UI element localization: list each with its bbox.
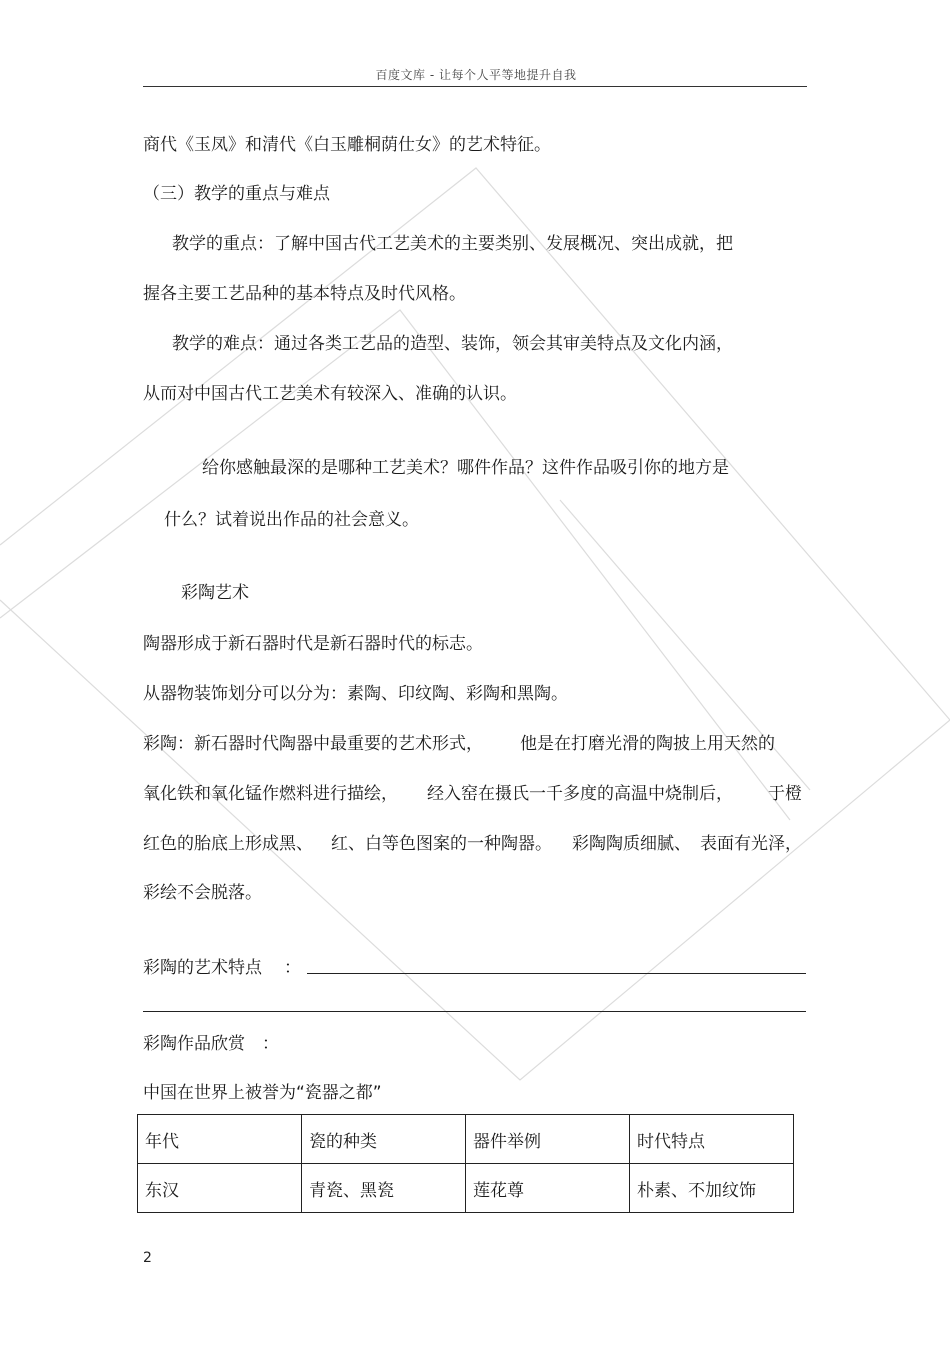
table-header-row — [138, 1115, 794, 1164]
porcelain-capital-line: 中国在世界上被誉为“瓷器之都” — [143, 1083, 382, 1103]
difficulty-line-1: 教学的难点：通过各类工艺品的造型、装饰，领会其审美特点及文化内涵， — [172, 334, 733, 354]
pottery-desc-line-3d: 表面有光泽， — [700, 834, 802, 854]
pottery-desc-line-1b: 他是在打磨光滑的陶披上用天然的 — [520, 734, 775, 754]
pottery-desc-line-2a: 氧化铁和氧化锰作燃料进行描绘， — [143, 784, 398, 804]
pottery-desc-line-2b: 经入窑在摄氏一千多度的高温中烧制后， — [427, 784, 733, 804]
art-features-answer-line-2[interactable] — [143, 1011, 806, 1012]
section-heading: （三）教学的重点与难点 — [143, 184, 330, 204]
pottery-desc-line-3a: 红色的胎底上形成黑、 — [143, 834, 313, 854]
appreciation-colon: ： — [262, 1034, 279, 1054]
table-cell: 东汉 — [138, 1164, 302, 1213]
table-header-cell: 器件举例 — [466, 1115, 630, 1164]
difficulty-line-2: 从而对中国古代工艺美术有较深入、准确的认识。 — [143, 384, 517, 404]
question-line-1: 给你感触最深的是哪种工艺美术？哪件作品？这件作品吸引你的地方是 — [202, 458, 729, 478]
table-header-cell: 瓷的种类 — [302, 1115, 466, 1164]
page-header: 百度文库 - 让每个人平等地提升自我 — [375, 68, 577, 82]
page-number: 2 — [143, 1250, 152, 1266]
pottery-desc-line-3c: 彩陶陶质细腻、 — [572, 834, 691, 854]
table-cell: 莲花尊 — [466, 1164, 630, 1213]
pottery-desc-line-1a: 彩陶：新石器时代陶器中最重要的艺术形式， — [143, 734, 483, 754]
table-cell: 青瓷、黑瓷 — [302, 1164, 466, 1213]
art-features-colon: ： — [284, 958, 301, 978]
key-point-line-1: 教学的重点：了解中国古代工艺美术的主要类别、发展概况、突出成就，把 — [172, 234, 733, 254]
pottery-desc-line-2c: 于橙 — [768, 784, 802, 804]
appreciation-label: 彩陶作品欣赏 — [143, 1034, 245, 1054]
pottery-desc-line-4: 彩绘不会脱落。 — [143, 883, 262, 903]
question-line-2: 什么？试着说出作品的社会意义。 — [164, 510, 419, 530]
pottery-desc-line-3b: 红、白等色图案的一种陶器。 — [331, 834, 552, 854]
art-features-label: 彩陶的艺术特点 — [143, 958, 262, 978]
table-header-cell: 年代 — [138, 1115, 302, 1164]
intro-line: 商代《玉凤》和清代《白玉雕桐荫仕女》的艺术特征。 — [143, 135, 551, 155]
table-row — [138, 1164, 794, 1213]
art-features-answer-line[interactable] — [307, 973, 806, 974]
table-cell: 朴素、不加纹饰 — [630, 1164, 794, 1213]
porcelain-era-table — [137, 1114, 794, 1213]
table-header-cell: 时代特点 — [630, 1115, 794, 1164]
header-rule — [143, 86, 807, 87]
pottery-paragraph-2: 从器物装饰划分可以分为：素陶、印纹陶、彩陶和黑陶。 — [143, 684, 568, 704]
key-point-line-2: 握各主要工艺品种的基本特点及时代风格。 — [143, 284, 466, 304]
pottery-paragraph-1: 陶器形成于新石器时代是新石器时代的标志。 — [143, 634, 483, 654]
painted-pottery-heading: 彩陶艺术 — [181, 583, 249, 603]
